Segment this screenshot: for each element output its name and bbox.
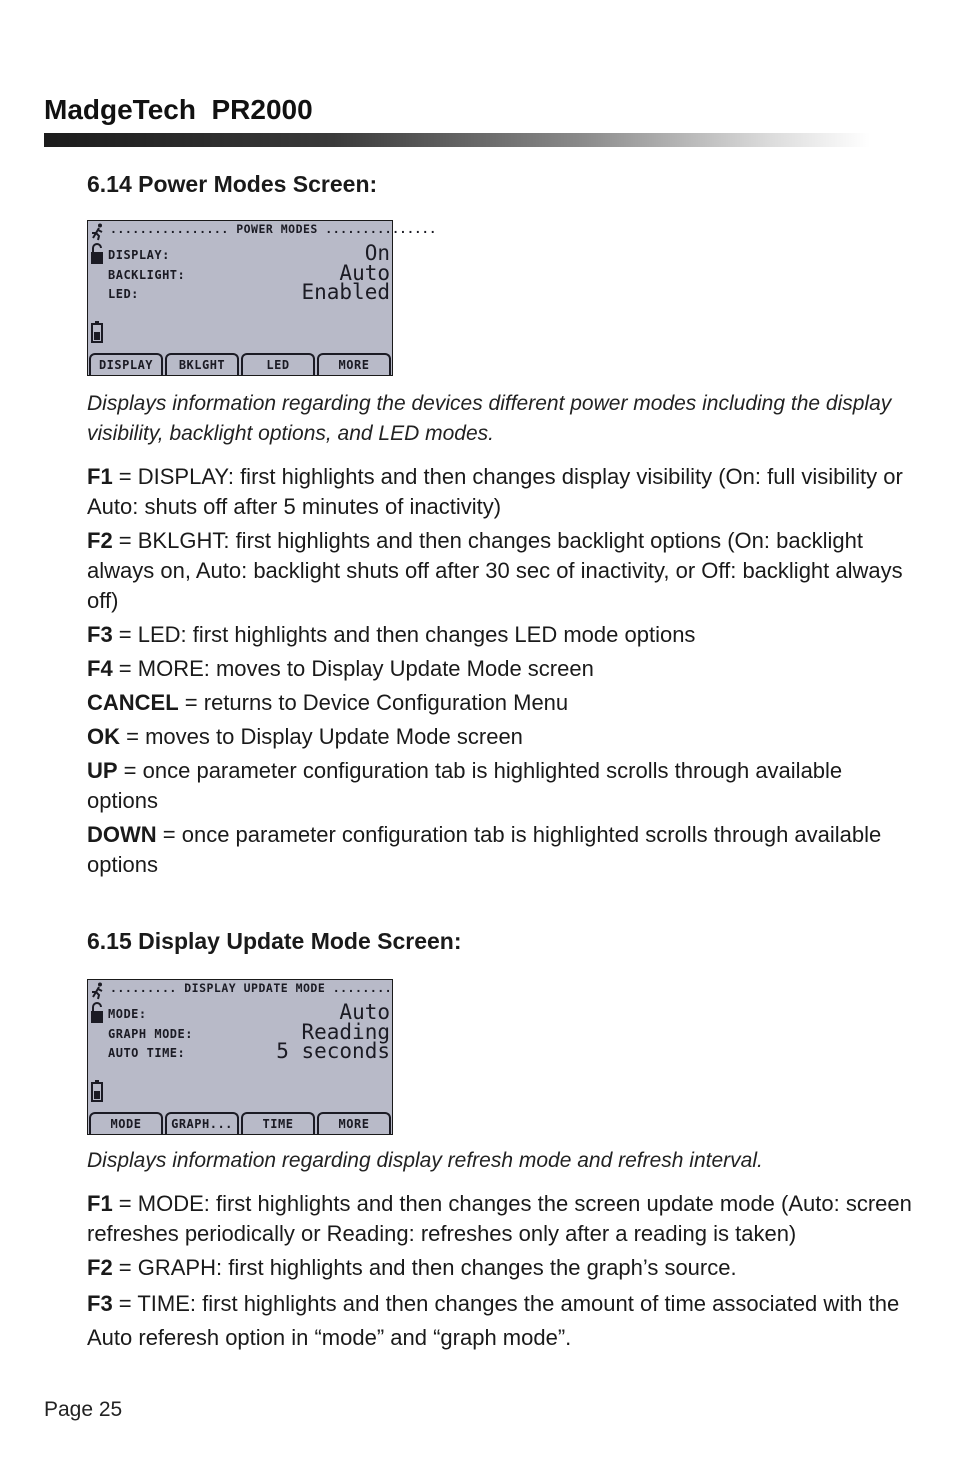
lock-icon	[90, 1002, 104, 1024]
softkey-f3: LED	[241, 353, 315, 375]
lcd-row-label: GRAPH MODE:	[108, 1027, 193, 1041]
key-name: F3	[87, 1291, 113, 1316]
lcd-row-mode	[108, 1002, 390, 1022]
lcd-row-display	[108, 243, 390, 263]
key-description-item	[87, 462, 917, 522]
key-name: F3	[87, 622, 113, 647]
lcd-row-label: MODE:	[108, 1007, 147, 1021]
key-description: = BKLGHT: first highlights and then changes backlight options (On: backlight always on, Auto: backlight shuts off after 30 sec of inactivity, or Off: backlight always off)	[87, 528, 903, 613]
key-description: = returns to Device Configuration Menu	[178, 690, 569, 715]
key-name: F1	[87, 464, 113, 489]
key-description-item	[87, 756, 917, 816]
key-description: = once parameter configuration tab is highlighted scrolls through available options	[87, 822, 882, 877]
softkey-f4: MORE	[317, 1112, 391, 1134]
figure-caption-power-modes: Displays information regarding the devices different power modes including the display visibility, backlight options, and LED modes.	[87, 392, 892, 445]
running-man-icon	[90, 223, 106, 241]
key-description: = TIME: first highlights and then changes the amount of time associated with the Auto referesh option in “mode” and “graph mode”.	[87, 1291, 900, 1350]
key-description-list-display-update-mode	[87, 1189, 917, 1359]
key-name: F2	[87, 528, 113, 553]
lcd-row-value: Auto	[339, 1000, 390, 1024]
lcd-screenshot-power-modes	[87, 220, 437, 376]
lcd-row-value: 5 seconds	[276, 1039, 390, 1063]
key-description-item	[87, 1189, 917, 1249]
key-description: = MORE: moves to Display Update Mode screen	[112, 656, 594, 681]
section-heading-power-modes: 6.14 Power Modes Screen:	[87, 171, 378, 197]
page-number: Page 25	[44, 1398, 123, 1421]
softkey-f1: DISPLAY	[89, 353, 163, 375]
key-description: = LED: first highlights and then changes LED mode options	[112, 622, 696, 647]
key-description-item	[87, 688, 917, 718]
lcd-row-label: BACKLIGHT:	[108, 268, 186, 282]
lcd-row-label: AUTO TIME:	[108, 1046, 186, 1060]
battery-icon	[91, 1080, 103, 1102]
lcd-row-auto-time	[108, 1041, 390, 1061]
key-description: = once parameter configuration tab is highlighted scrolls through available options	[87, 758, 843, 813]
section-heading-display-update-mode: 6.15 Display Update Mode Screen:	[87, 928, 462, 954]
lcd-row-value: Reading	[301, 1020, 390, 1044]
softkey-f2: BKLGHT	[165, 353, 239, 375]
lcd-title: ......... DISPLAY UPDATE MODE ........	[110, 981, 393, 995]
header-gradient-rule	[44, 133, 870, 147]
key-description-item	[87, 820, 917, 880]
key-description-item	[87, 526, 917, 616]
key-description-item	[87, 722, 917, 752]
key-description-item	[87, 620, 917, 650]
key-name: F1	[87, 1191, 113, 1216]
key-description: = GRAPH: first highlights and then changes the graph’s source.	[112, 1255, 737, 1280]
key-name: UP	[87, 758, 118, 783]
lcd-row-value: Enabled	[301, 280, 390, 304]
battery-icon	[91, 321, 103, 343]
lcd-row-label: LED:	[108, 287, 139, 301]
key-description-item	[87, 1287, 917, 1355]
key-name: OK	[87, 724, 120, 749]
lcd-softkey-bar	[88, 353, 392, 375]
lcd-softkey-bar	[88, 1112, 392, 1134]
document-header-title: MadgeTech PR2000	[44, 94, 313, 125]
key-name: DOWN	[87, 822, 157, 847]
key-description: = MODE: first highlights and then changes the screen update mode (Auto: screen refreshes periodically or Reading: refreshes only after a reading is taken)	[87, 1191, 912, 1246]
softkey-f3: TIME	[241, 1112, 315, 1134]
key-name: F2	[87, 1255, 113, 1280]
lock-icon	[90, 243, 104, 265]
lcd-title: ................ POWER MODES ...............	[110, 222, 437, 236]
lcd-row-value: Auto	[339, 261, 390, 285]
lcd-row-led	[108, 282, 390, 302]
key-description-item	[87, 1253, 917, 1283]
key-name: CANCEL	[87, 690, 179, 715]
figure-caption-display-update-mode: Displays information regarding display refresh mode and refresh interval.	[87, 1149, 763, 1172]
key-description: = moves to Display Update Mode screen	[120, 724, 523, 749]
key-description: = DISPLAY: first highlights and then changes display visibility (On: full visibility or Auto: shuts off after 5 minutes of inactivity)	[87, 464, 903, 519]
softkey-f4: MORE	[317, 353, 391, 375]
lcd-row-label: DISPLAY:	[108, 248, 170, 262]
running-man-icon	[90, 982, 106, 1000]
key-name: F4	[87, 656, 113, 681]
softkey-f2: GRAPH...	[165, 1112, 239, 1134]
key-description-item	[87, 654, 917, 684]
softkey-f1: MODE	[89, 1112, 163, 1134]
lcd-screenshot-display-update-mode	[87, 979, 393, 1135]
lcd-row-value: On	[364, 241, 390, 265]
key-description-list-power-modes	[87, 462, 917, 884]
